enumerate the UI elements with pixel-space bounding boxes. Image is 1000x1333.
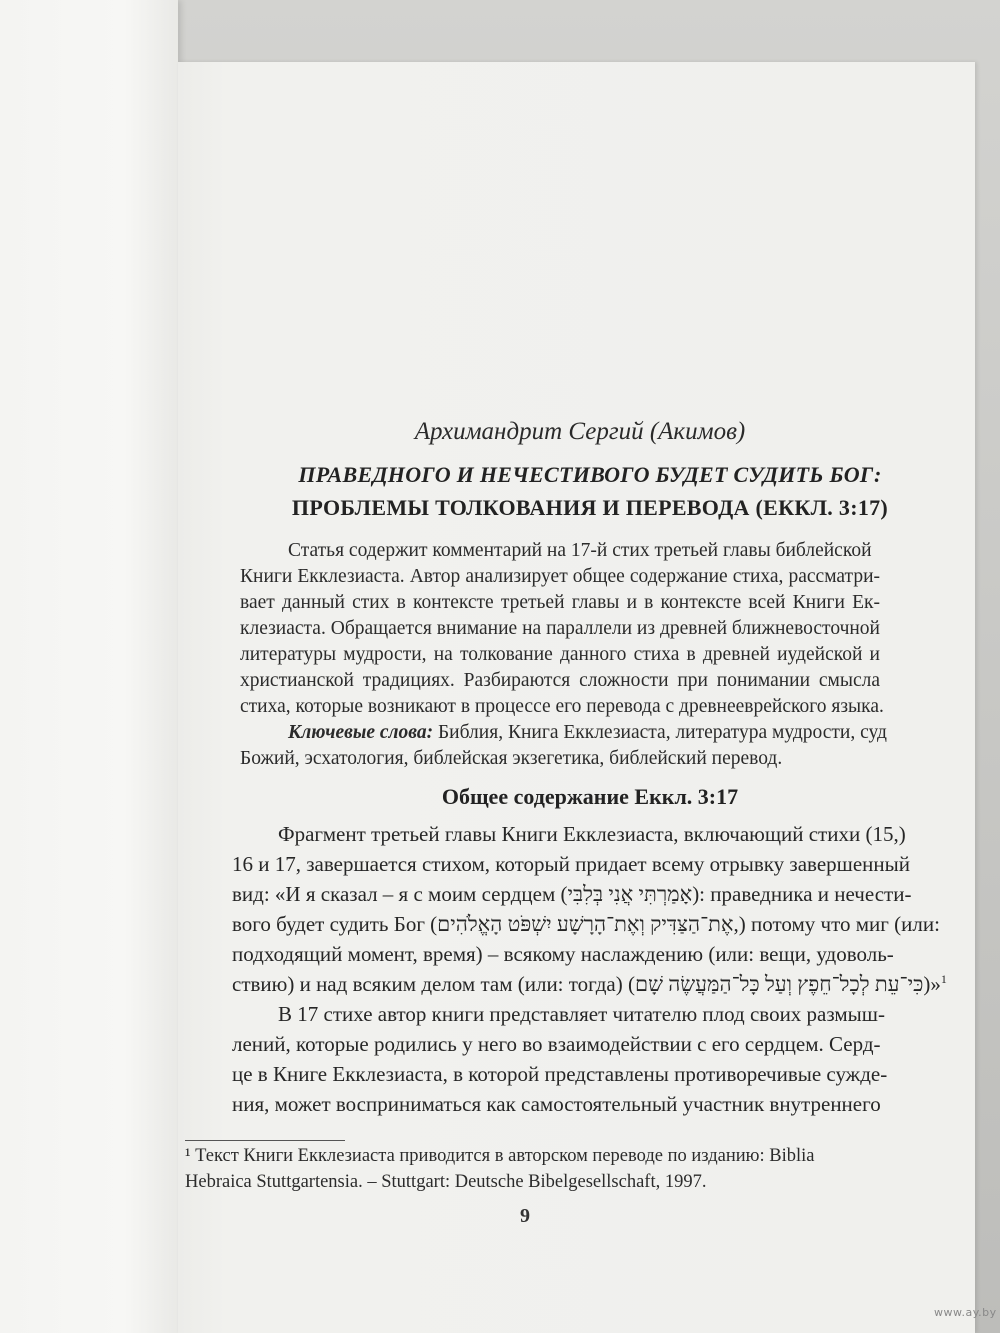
- body-line: вого будет судить Бог (אֶת־הַצַּדִּיק וְאֶת־הָרָשָׁע יִשְׁפֹּט הָאֱלֹהִים,) потому что миг (или:: [232, 912, 940, 936]
- abstract-line: стиха, которые возникают в процессе его перевода с древнееврейского языка.: [240, 696, 884, 717]
- left-page-edge: [0, 0, 178, 1333]
- keywords-text: Библия, Книга Екклезиаста, литература мудрости, суд: [433, 722, 887, 743]
- keywords-label: Ключевые слова:: [288, 722, 434, 743]
- author-name: Архимандрит Сергий (Акимов): [414, 418, 746, 445]
- body-line: лений, которые родились у него во взаимодействии с его сердцем. Серд-: [232, 1032, 881, 1056]
- page-number: 9: [520, 1205, 530, 1227]
- footnote-line-1: ¹ Текст Книги Екклезиаста приводится в авторском переводе по изданию: Biblia: [185, 1146, 815, 1166]
- abstract-line: христианской традициях. Разбираются сложности при понимании смысла: [240, 670, 880, 691]
- body-line: вид: «И я сказал – я с моим сердцем (אָמַרְתִּי אֲנִי בְּלִבִּי): праведника и нечести-: [232, 882, 912, 906]
- body-line: В 17 стихе автор книги представляет читателю плод своих размыш-: [278, 1002, 885, 1026]
- footnote-line-2: Hebraica Stuttgartensia. – Stuttgart: Deutsche Bibelgesellschaft, 1997.: [185, 1172, 707, 1192]
- footnote-divider: [185, 1140, 345, 1141]
- section-heading: Общее содержание Еккл. 3:17: [441, 784, 739, 809]
- article-title-line-2: ПРОБЛЕМЫ ТОЛКОВАНИЯ И ПЕРЕВОДА (ЕККЛ. 3:17): [291, 495, 889, 520]
- watermark: www.ay.by: [934, 1306, 997, 1319]
- abstract-line: литературы мудрости, на толкование данного стиха в древней иудейской и: [240, 644, 880, 665]
- body-line-with-footnote: [232, 972, 947, 997]
- body-line: це в Книге Екклезиаста, в которой представлены противоречивые сужде-: [232, 1062, 888, 1086]
- abstract-line: Книги Екклезиаста. Автор анализирует общее содержание стиха, рассматри-: [240, 566, 880, 587]
- body-line: Фрагмент третьей главы Книги Екклезиаста, включающий стихи (15,): [278, 822, 906, 846]
- abstract-line: вает данный стих в контексте третьей главы и в контексте всей Книги Ек-: [240, 592, 880, 613]
- body-line: ния, может восприниматься как самостоятельный участник внутреннего: [232, 1092, 881, 1116]
- body-line: подходящий момент, время) – всякому наслаждению (или: вещи, удоволь-: [232, 942, 894, 966]
- body-line-text: ствию) и над всяким делом там (или: тогда) (כִּי־עֵת לְכָל־חֵפֶץ וְעַל כָּל־הַמַּעֲשֶׂה שָׁם)»: [232, 972, 941, 996]
- footnote-marker: 1: [940, 972, 947, 986]
- keywords-line-2: Божий, эсхатология, библейская экзегетика, библейский перевод.: [240, 748, 783, 769]
- article-title-line-1: ПРАВЕДНОГО И НЕЧЕСТИВОГО БУДЕТ СУДИТЬ БОГ:: [298, 462, 882, 487]
- keywords-line: [288, 722, 887, 744]
- abstract-line: Статья содержит комментарий на 17-й стих третьей главы библейской: [288, 540, 872, 561]
- body-line: 16 и 17, завершается стихом, который придает всему отрывку завершенный: [232, 852, 910, 876]
- abstract-line: клезиаста. Обращается внимание на параллели из древней ближневосточной: [240, 618, 880, 639]
